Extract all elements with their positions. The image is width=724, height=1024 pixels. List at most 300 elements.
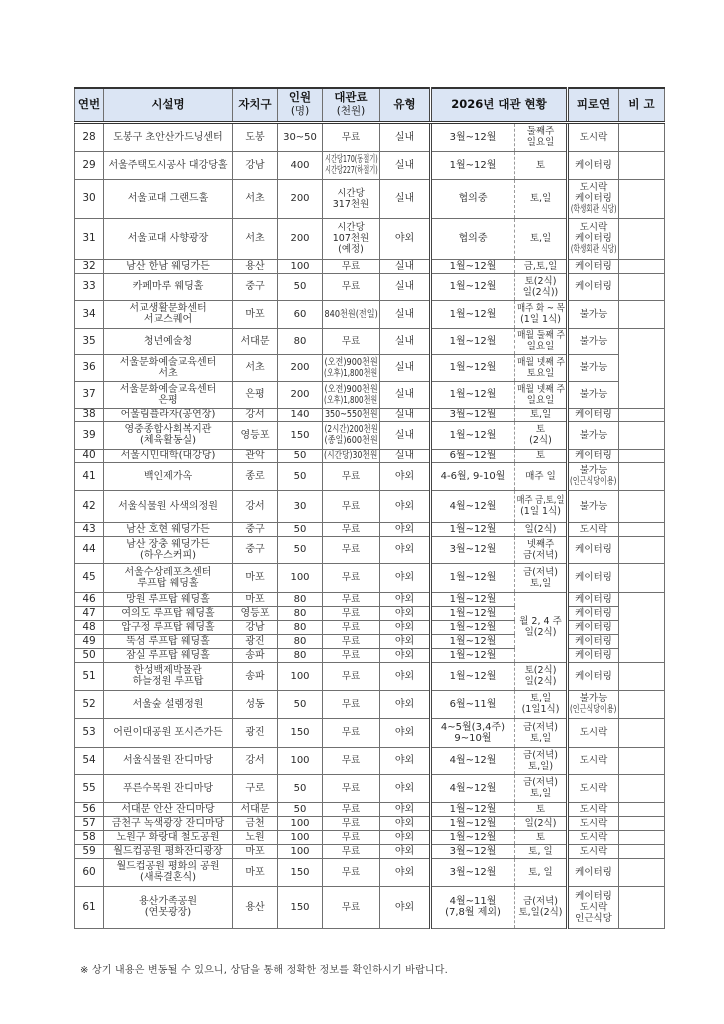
number-text: 61 xyxy=(82,900,96,913)
facility-name-cell xyxy=(104,718,233,747)
fee-text: 시간당170(동절기) xyxy=(324,154,378,165)
capacity-cell xyxy=(278,886,323,928)
note-cell xyxy=(619,218,665,259)
capacity-text: 100 xyxy=(290,260,310,272)
table-row xyxy=(75,718,665,747)
district-cell xyxy=(233,122,278,151)
table-row xyxy=(75,563,665,592)
fee-text: (시간당)30천원 xyxy=(324,450,378,461)
rental-day-text: 매월 넷째 주 xyxy=(516,356,565,368)
type-text: 야외 xyxy=(394,470,415,482)
facility-name-text: 잠실 루프탑 웨딩홀 xyxy=(126,649,210,661)
rental-day-cell xyxy=(515,259,568,273)
reception-cell xyxy=(568,563,619,592)
rental-day-cell xyxy=(515,802,568,816)
fee-text: 시간당 xyxy=(337,222,365,233)
rental-day-cell xyxy=(515,536,568,563)
reception-cell xyxy=(568,844,619,858)
fee-text: 무료 xyxy=(341,470,361,482)
rental-period-cell xyxy=(431,830,515,844)
fee-cell xyxy=(323,490,380,522)
rental-day-text: 매월 넷째 주 xyxy=(516,383,565,395)
capacity-text: 80 xyxy=(293,593,307,605)
fee-text: (오후)1,800천원 xyxy=(324,394,378,406)
note-cell xyxy=(619,592,665,662)
note-cell xyxy=(619,774,665,802)
note-cell xyxy=(619,522,665,536)
capacity-cell xyxy=(278,273,323,300)
rental-day-text: 토,일 xyxy=(529,409,552,420)
number-cell xyxy=(75,179,104,218)
type-cell xyxy=(380,592,431,606)
reception-cell xyxy=(568,328,619,354)
type-cell xyxy=(380,259,431,273)
rental-period-cell xyxy=(431,690,515,718)
facility-name-text: 여의도 루프탑 웨딩홀 xyxy=(121,607,215,619)
rental-period-text: 1월~12월 xyxy=(449,649,497,661)
capacity-text: 80 xyxy=(293,649,307,661)
fee-cell xyxy=(323,718,380,747)
capacity-cell xyxy=(278,421,323,449)
rental-period-text: 1월~12월 xyxy=(449,670,497,682)
note-cell xyxy=(619,462,665,490)
number-text: 49 xyxy=(82,634,96,647)
rental-period-text: 1월~12월 xyxy=(449,817,497,829)
facility-name-cell xyxy=(104,858,233,886)
type-text: 야외 xyxy=(394,572,415,583)
fee-cell xyxy=(323,774,380,802)
facility-name-text: (연못광장) xyxy=(144,907,192,918)
table-row xyxy=(75,179,665,218)
reception-text: 도시락 xyxy=(579,817,608,829)
reception-text: 불가능 xyxy=(579,500,608,512)
capacity-text: 50 xyxy=(293,544,307,555)
capacity-cell xyxy=(278,662,323,690)
rental-period-cell xyxy=(431,421,515,449)
rental-day-cell xyxy=(515,381,568,408)
facility-name-text: 남산 한남 웨딩가든 xyxy=(126,260,210,272)
reception-text: 불가능 xyxy=(579,335,608,347)
note-cell xyxy=(619,816,665,830)
fee-cell xyxy=(323,122,380,151)
capacity-text: 50 xyxy=(293,698,307,710)
fee-text: 무료 xyxy=(341,335,361,347)
facility-name-cell xyxy=(104,774,233,802)
rental-day-cell xyxy=(515,218,568,259)
rental-period-text: 1월~12월 xyxy=(449,831,497,843)
reception-text: 케이터링 xyxy=(575,233,612,244)
rental-period-cell xyxy=(431,381,515,408)
number-cell xyxy=(75,490,104,522)
reception-text: 도시락 xyxy=(579,755,608,766)
capacity-text: 100 xyxy=(290,670,310,682)
number-text: 39 xyxy=(82,428,96,441)
fee-text: 시간당227(하절기) xyxy=(324,165,378,176)
district-text: 광진 xyxy=(245,635,265,647)
district-cell xyxy=(233,592,278,606)
rental-day-text: (2식) xyxy=(529,435,552,446)
fee-cell xyxy=(323,354,380,381)
type-cell xyxy=(380,620,431,634)
fee-cell xyxy=(323,802,380,816)
district-text: 중구 xyxy=(245,281,265,292)
table-row xyxy=(75,151,665,179)
district-cell xyxy=(233,690,278,718)
fee-text: 무료 xyxy=(341,755,361,766)
note-cell xyxy=(619,179,665,218)
note-cell xyxy=(619,886,665,928)
reception-cell xyxy=(568,408,619,421)
fee-text: 무료 xyxy=(341,131,361,143)
type-text: 야외 xyxy=(394,698,415,710)
capacity-cell xyxy=(278,858,323,886)
number-text: 38 xyxy=(82,408,96,420)
fee-text: (오후)1,800천원 xyxy=(324,367,378,379)
reception-text: 케이터링 xyxy=(575,607,612,619)
type-text: 실내 xyxy=(394,281,415,292)
number-cell xyxy=(75,774,104,802)
number-cell xyxy=(75,259,104,273)
number-cell xyxy=(75,408,104,421)
note-cell xyxy=(619,449,665,462)
district-cell xyxy=(233,522,278,536)
fee-text: 무료 xyxy=(341,544,361,555)
rental-period-text: 4월~12월 xyxy=(449,755,497,766)
table-row xyxy=(75,802,665,816)
rental-day-text: 일요일 xyxy=(526,137,555,148)
facility-name-text: 남산 장충 웨딩가든 xyxy=(126,538,210,550)
type-text: 야외 xyxy=(394,544,415,555)
reception-text: 케이터링 xyxy=(575,572,612,583)
district-text: 마포 xyxy=(245,572,265,583)
reception-cell xyxy=(568,462,619,490)
rental-day-text: 금(저녁) xyxy=(523,749,558,761)
reception-text: 케이터링 xyxy=(575,635,612,647)
facility-name-cell xyxy=(104,179,233,218)
rental-day-cell xyxy=(515,522,568,536)
rental-day-text: 일(2식)) xyxy=(522,286,559,298)
facility-name-text: 망원 루프탑 웨딩홀 xyxy=(126,593,210,605)
table-row xyxy=(75,449,665,462)
number-text: 31 xyxy=(82,232,96,244)
facility-name-cell xyxy=(104,122,233,151)
fee-cell xyxy=(323,151,380,179)
type-cell xyxy=(380,844,431,858)
district-cell xyxy=(233,218,278,259)
rental-day-text: 토, 일 xyxy=(528,866,553,878)
rental-day-cell xyxy=(515,408,568,421)
facility-name-cell xyxy=(104,592,233,606)
type-cell xyxy=(380,648,431,662)
facility-name-cell xyxy=(104,273,233,300)
capacity-cell xyxy=(278,536,323,563)
capacity-cell xyxy=(278,634,323,648)
table-row xyxy=(75,886,665,928)
facility-name-text: 백인제가옥 xyxy=(143,470,193,482)
rental-period-text: 1월~12월 xyxy=(449,308,497,320)
fee-text: 무료 xyxy=(341,649,361,661)
fee-text: 무료 xyxy=(341,727,361,738)
fee-cell xyxy=(323,273,380,300)
number-text: 45 xyxy=(82,571,96,583)
table-row xyxy=(75,592,665,606)
rental-day-text: 토, 일 xyxy=(528,845,553,857)
number-cell xyxy=(75,536,104,563)
table-row xyxy=(75,620,665,634)
note-cell xyxy=(619,490,665,522)
capacity-cell xyxy=(278,522,323,536)
type-text: 야외 xyxy=(394,817,415,829)
fee-cell xyxy=(323,536,380,563)
facility-name-cell xyxy=(104,606,233,620)
number-text: 51 xyxy=(82,669,96,682)
reception-text: 도시락 xyxy=(579,523,608,535)
table-row xyxy=(75,830,665,844)
capacity-text: 30 xyxy=(293,500,307,512)
rental-day-cell xyxy=(515,747,568,774)
table-row xyxy=(75,273,665,300)
district-cell xyxy=(233,259,278,273)
rental-period-text: 1월~12월 xyxy=(449,362,497,373)
rental-day-text: 일(2식) xyxy=(524,523,557,535)
table-row xyxy=(75,774,665,802)
reception-cell xyxy=(568,522,619,536)
rental-day-text: 토요일 xyxy=(526,367,555,379)
type-cell xyxy=(380,830,431,844)
rental-day-text: 금(저녁) xyxy=(523,549,558,561)
note-cell xyxy=(619,747,665,774)
fee-cell xyxy=(323,408,380,421)
district-text: 중구 xyxy=(245,544,265,555)
district-cell xyxy=(233,634,278,648)
type-cell xyxy=(380,381,431,408)
type-cell xyxy=(380,449,431,462)
type-cell xyxy=(380,421,431,449)
capacity-cell xyxy=(278,259,323,273)
number-text: 29 xyxy=(82,158,96,171)
reception-cell xyxy=(568,634,619,648)
capacity-cell xyxy=(278,151,323,179)
capacity-cell xyxy=(278,449,323,462)
fee-text: 무료 xyxy=(341,635,361,647)
table-row xyxy=(75,381,665,408)
facility-name-cell xyxy=(104,300,233,328)
type-cell xyxy=(380,858,431,886)
number-cell xyxy=(75,300,104,328)
note-cell xyxy=(619,122,665,151)
facility-name-text: 서울식물원 잔디마당 xyxy=(122,755,214,766)
fee-cell xyxy=(323,662,380,690)
capacity-text: 140 xyxy=(290,409,310,420)
rental-day-text: 일요일 xyxy=(526,341,555,352)
rental-period-cell xyxy=(431,648,515,662)
reception-text: 케이터링 xyxy=(575,649,612,661)
rental-period-text: 1월~12월 xyxy=(449,621,497,633)
col-header-status xyxy=(431,88,568,122)
type-text: 실내 xyxy=(394,159,415,171)
type-text: 야외 xyxy=(394,727,415,738)
header-capacity-label: 인원 xyxy=(288,90,312,105)
fee-text: 무료 xyxy=(341,523,361,535)
type-cell xyxy=(380,179,431,218)
reception-cell xyxy=(568,300,619,328)
rental-period-text: 1월~12월 xyxy=(449,281,497,292)
rental-period-text: 3월~12월 xyxy=(449,845,497,857)
reception-cell xyxy=(568,122,619,151)
col-header-reception xyxy=(568,88,619,122)
number-text: 28 xyxy=(82,130,96,143)
venue-rental-table xyxy=(74,87,665,929)
table-row xyxy=(75,606,665,620)
header-status-label: 2026년 대관 현황 xyxy=(451,97,547,112)
number-cell xyxy=(75,273,104,300)
district-cell xyxy=(233,858,278,886)
facility-name-text: 월드컵공원 평화잔디광장 xyxy=(113,845,223,857)
reception-cell xyxy=(568,690,619,718)
capacity-cell xyxy=(278,816,323,830)
reception-cell xyxy=(568,273,619,300)
reception-cell xyxy=(568,536,619,563)
type-text: 야외 xyxy=(394,607,415,619)
fee-cell xyxy=(323,421,380,449)
rental-period-cell xyxy=(431,718,515,747)
number-text: 32 xyxy=(82,259,96,272)
facility-name-cell xyxy=(104,490,233,522)
type-cell xyxy=(380,690,431,718)
rental-period-cell xyxy=(431,179,515,218)
facility-name-cell xyxy=(104,536,233,563)
number-cell xyxy=(75,858,104,886)
rental-day-text: 월 2, 4 주 xyxy=(519,616,562,627)
capacity-text: 400 xyxy=(290,159,310,171)
reception-cell xyxy=(568,774,619,802)
rental-day-text: 일(2식) xyxy=(524,627,557,638)
facility-name-cell xyxy=(104,747,233,774)
type-text: 야외 xyxy=(394,593,415,605)
type-cell xyxy=(380,634,431,648)
type-text: 실내 xyxy=(394,450,415,461)
rental-day-text: (1일1식) xyxy=(521,704,560,715)
fee-cell xyxy=(323,218,380,259)
district-cell xyxy=(233,408,278,421)
rental-period-cell xyxy=(431,886,515,928)
fee-cell xyxy=(323,648,380,662)
fee-text: 무료 xyxy=(341,901,361,913)
rental-day-text: (1일 1식) xyxy=(520,314,561,325)
capacity-cell xyxy=(278,648,323,662)
facility-name-text: 노원구 화랑대 철도공원 xyxy=(116,831,220,843)
rental-day-text: 일(2식) xyxy=(524,676,557,687)
capacity-cell xyxy=(278,690,323,718)
district-cell xyxy=(233,648,278,662)
reception-text: 도시락 xyxy=(579,901,608,913)
note-cell xyxy=(619,300,665,328)
rental-period-cell xyxy=(431,462,515,490)
rental-period-text: 1월~12월 xyxy=(449,607,497,619)
facility-name-text: 서교스퀘어 xyxy=(143,314,193,325)
fee-text: (2시간)200천원 xyxy=(324,424,378,435)
rental-day-cell xyxy=(515,690,568,718)
district-text: 용산 xyxy=(245,260,265,272)
fee-cell xyxy=(323,328,380,354)
fee-cell xyxy=(323,830,380,844)
capacity-cell xyxy=(278,354,323,381)
rental-day-text: 매주 금,토,일 xyxy=(516,495,565,506)
footnote: ※ 상기 내용은 변동될 수 있으니, 상담을 통해 정확한 정보를 확인하시기 바랍니다. xyxy=(80,965,449,976)
reception-text: 케이터링 xyxy=(575,670,612,682)
reception-text: 케이터링 xyxy=(575,593,612,605)
type-text: 야외 xyxy=(394,670,415,682)
rental-period-text: 1월~12월 xyxy=(449,593,497,605)
number-text: 37 xyxy=(82,388,96,400)
type-cell xyxy=(380,218,431,259)
capacity-text: 150 xyxy=(290,429,310,441)
capacity-text: 100 xyxy=(290,831,310,843)
rental-period-cell xyxy=(431,802,515,816)
facility-name-text: 서울문화예술교육센터 xyxy=(119,356,217,368)
district-text: 금천 xyxy=(245,817,265,829)
col-header-type xyxy=(380,88,431,122)
type-text: 야외 xyxy=(394,635,415,647)
fee-cell xyxy=(323,816,380,830)
rental-day-text: 토,일 xyxy=(529,732,552,744)
reception-cell xyxy=(568,606,619,620)
number-cell xyxy=(75,381,104,408)
fee-cell xyxy=(323,462,380,490)
rental-day-text: 넷째주 xyxy=(526,538,555,550)
facility-name-text: 한성백제박물관 xyxy=(134,665,202,676)
type-cell xyxy=(380,328,431,354)
number-text: 36 xyxy=(82,361,96,373)
fee-text: 무료 xyxy=(341,803,361,815)
facility-name-text: 서교생활문화센터 xyxy=(129,303,207,314)
rental-period-cell xyxy=(431,122,515,151)
table-row xyxy=(75,634,665,648)
fee-text: 무료 xyxy=(341,698,361,710)
header-district-label: 자치구 xyxy=(238,97,272,112)
rental-day-cell xyxy=(515,816,568,830)
capacity-cell xyxy=(278,774,323,802)
district-text: 강서 xyxy=(245,409,265,420)
rental-day-text: 토,일 xyxy=(529,788,552,799)
facility-name-text: 서울수상레포츠센터 xyxy=(124,566,212,578)
district-text: 서초 xyxy=(245,233,265,244)
col-header-district xyxy=(233,88,278,122)
rental-period-cell xyxy=(431,844,515,858)
fee-cell xyxy=(323,179,380,218)
rental-period-text: 1월~12월 xyxy=(449,803,497,815)
number-text: 41 xyxy=(82,469,96,482)
fee-text: 무료 xyxy=(341,866,361,878)
reception-cell xyxy=(568,381,619,408)
facility-name-cell xyxy=(104,690,233,718)
facility-name-cell xyxy=(104,151,233,179)
district-cell xyxy=(233,179,278,218)
rental-day-text: 매주 화 ~ 목 xyxy=(516,303,565,314)
reception-text: 케이터링 xyxy=(575,890,612,902)
fee-text: 무료 xyxy=(341,817,361,829)
capacity-cell xyxy=(278,563,323,592)
facility-name-cell xyxy=(104,816,233,830)
capacity-text: 100 xyxy=(290,845,310,857)
facility-name-text: 월드컵공원 평화의 공원 xyxy=(116,861,220,872)
rental-period-cell xyxy=(431,747,515,774)
reception-text: (인근식당이용) xyxy=(570,704,617,715)
district-text: 서초 xyxy=(245,193,265,204)
table-row xyxy=(75,421,665,449)
reception-cell xyxy=(568,816,619,830)
number-cell xyxy=(75,151,104,179)
